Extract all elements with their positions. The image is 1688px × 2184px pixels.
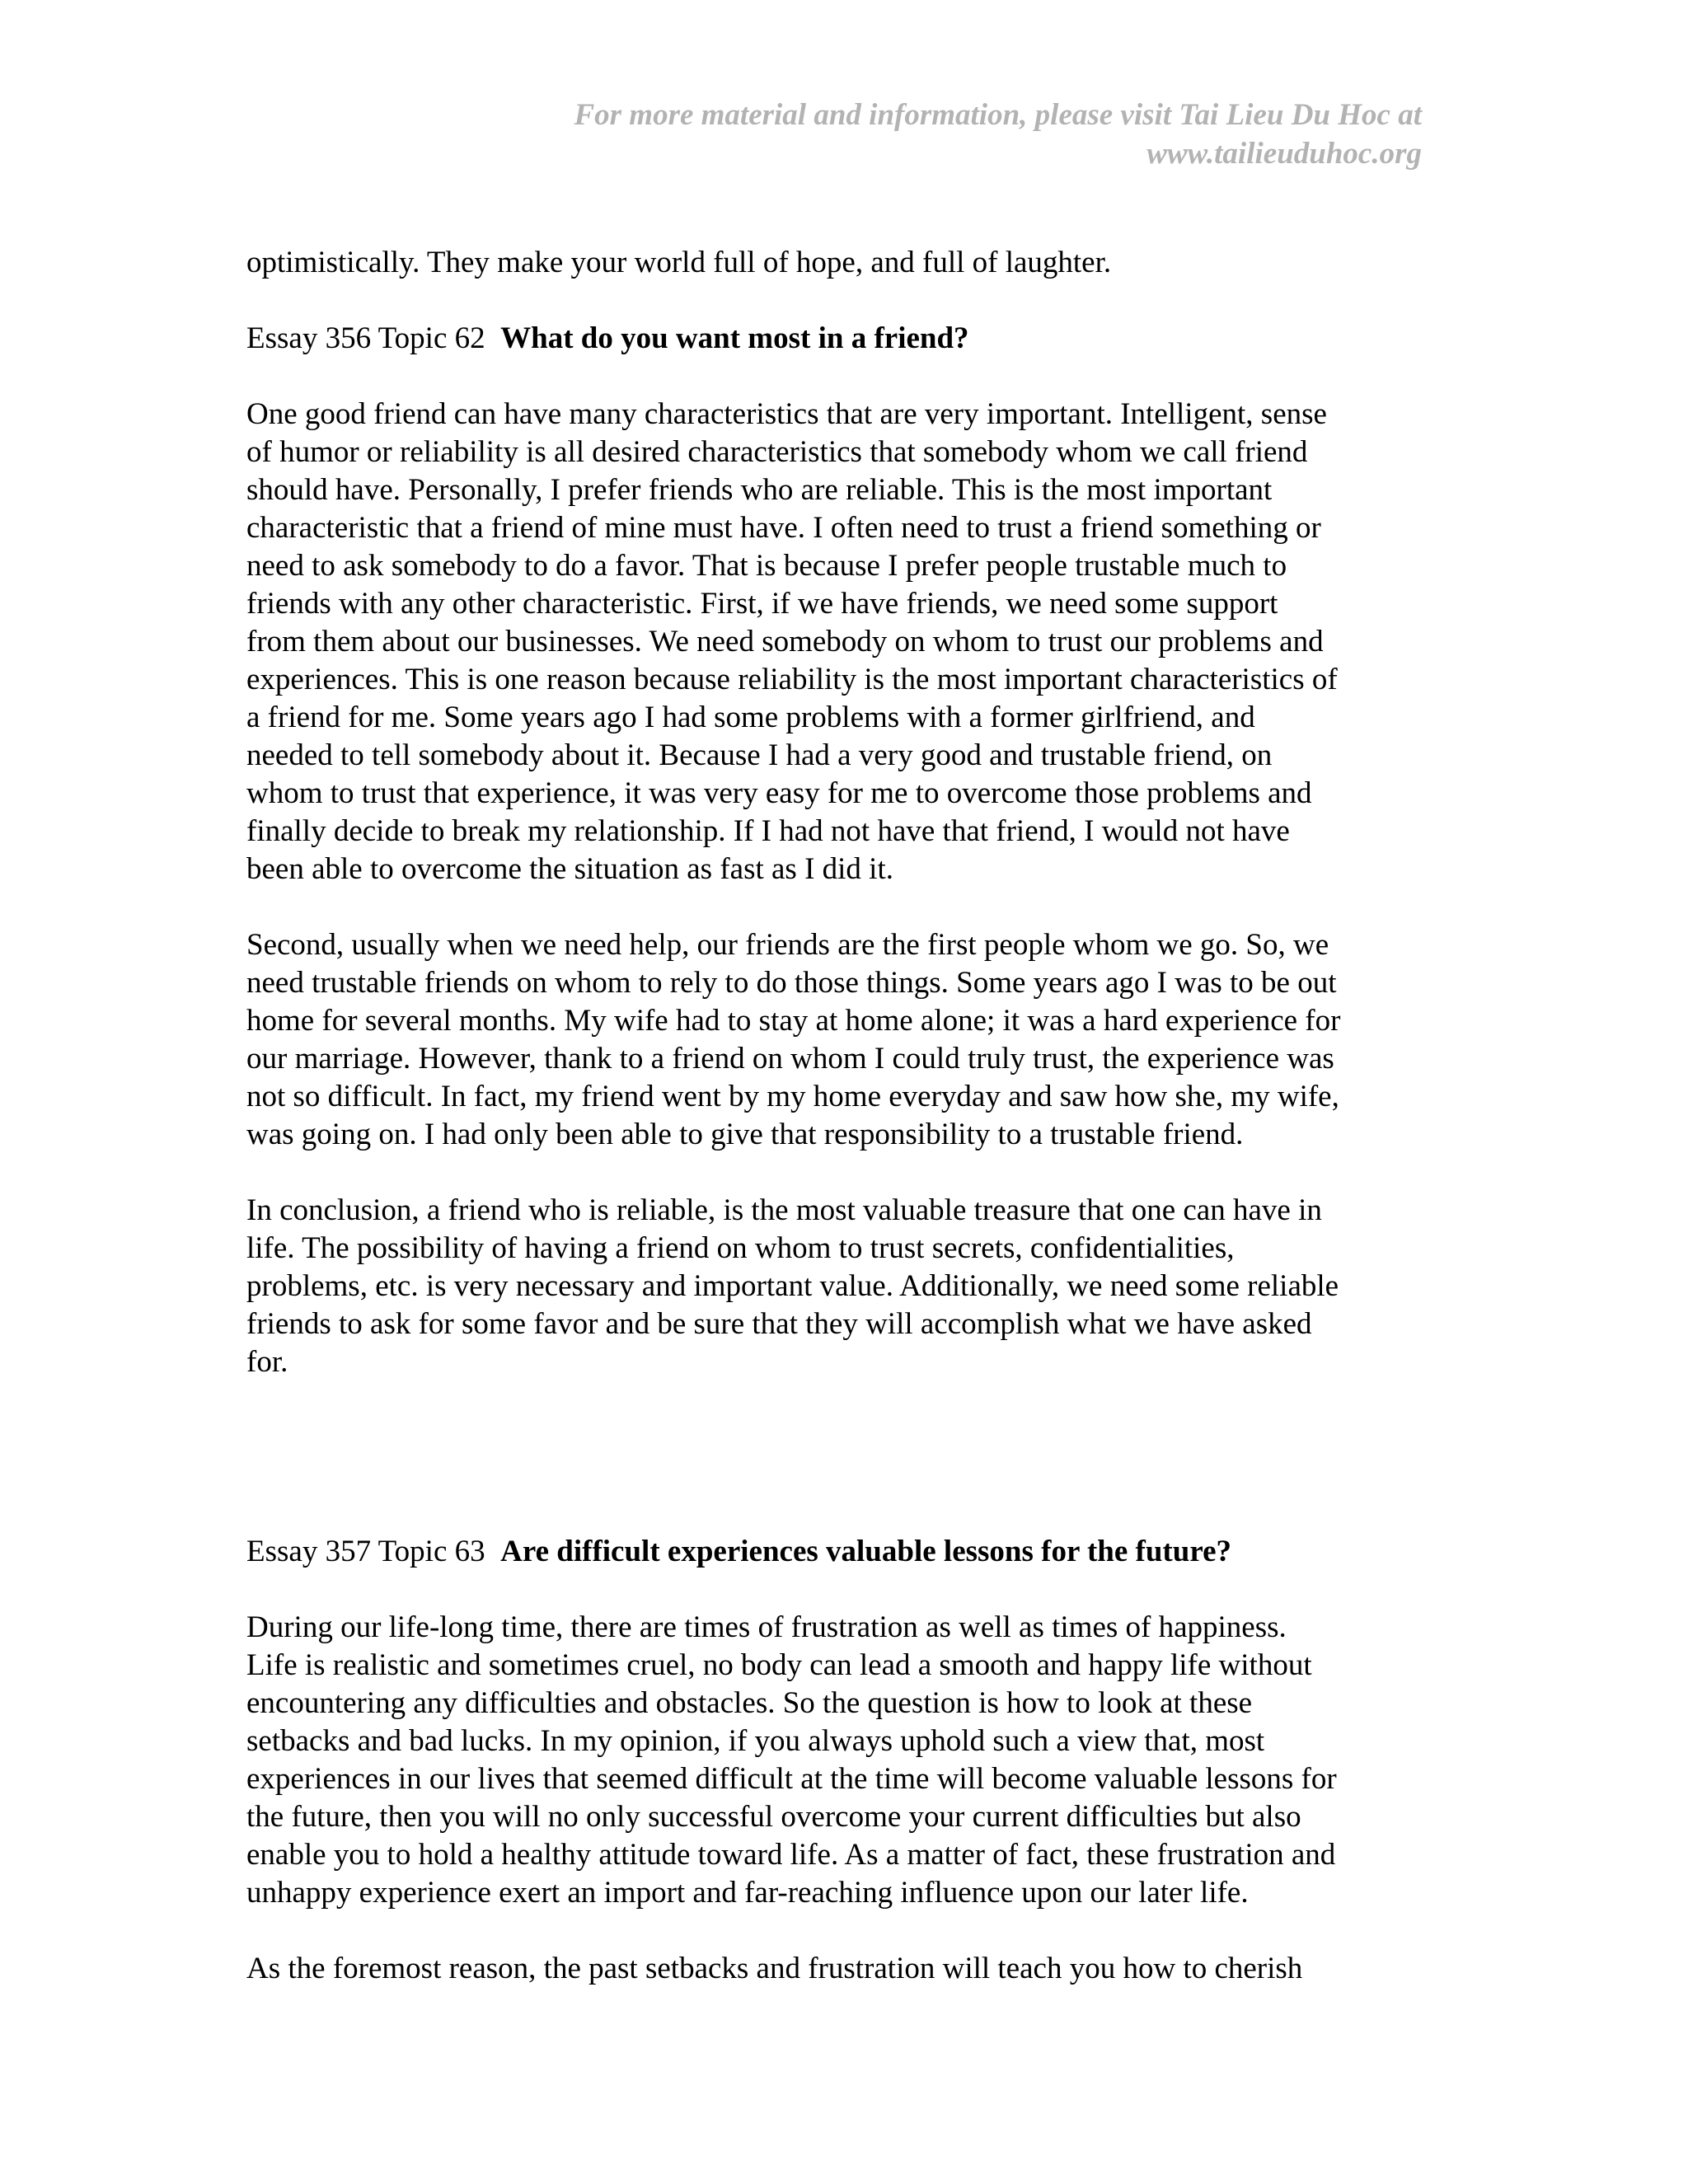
text-line: from them about our businesses. We need somebody on whom to trust our problems and xyxy=(246,625,1324,658)
text-line: friends with any other characteristic. First, if we have friends, we need some support xyxy=(246,587,1278,621)
watermark-line-1: For more material and information, please visit Tai Lieu Du Hoc at xyxy=(574,98,1422,132)
text-line: One good friend can have many characteristics that are very important. Intelligent, sense xyxy=(246,397,1327,431)
text-line: need trustable friends on whom to rely to do those things. Some years ago I was to be out xyxy=(246,966,1337,1000)
text-line: home for several months. My wife had to stay at home alone; it was a hard experience for xyxy=(246,1004,1341,1038)
text-line: whom to trust that experience, it was very easy for me to overcome those problems and xyxy=(246,776,1312,810)
text-line: need to ask somebody to do a favor. That is because I prefer people trustable much to xyxy=(246,549,1287,583)
text-line: a friend for me. Some years ago I had some problems with a former girlfriend, and xyxy=(246,701,1255,734)
text-line: As the foremost reason, the past setbacks and frustration will teach you how to cherish xyxy=(246,1952,1303,1985)
text-line: encountering any difficulties and obstacles. So the question is how to look at these xyxy=(246,1686,1253,1720)
text-line: was going on. I had only been able to give that responsibility to a trustable friend. xyxy=(246,1118,1244,1151)
text-line: Second, usually when we need help, our friends are the first people whom we go. So, we xyxy=(246,928,1329,962)
essay-356-label: Essay 356 Topic 62 xyxy=(246,321,485,355)
text-line: enable you to hold a healthy attitude toward life. As a matter of fact, these frustration and xyxy=(246,1838,1336,1872)
text-line: setbacks and bad lucks. In my opinion, if you always uphold such a view that, most xyxy=(246,1724,1265,1758)
text-line: characteristic that a friend of mine must have. I often need to trust a friend something or xyxy=(246,511,1321,545)
watermark-url: www.tailieuduhoc.org xyxy=(1146,137,1422,171)
text-line: friends to ask for some favor and be sure that they will accomplish what we have asked xyxy=(246,1307,1312,1341)
text-line: experiences in our lives that seemed difficult at the time will become valuable lessons for xyxy=(246,1762,1337,1796)
essay-357-heading xyxy=(246,1533,1442,1571)
text-line: life. The possibility of having a friend on whom to trust secrets, confidentialities, xyxy=(246,1231,1235,1265)
text-line: should have. Personally, I prefer friends who are reliable. This is the most important xyxy=(246,473,1273,507)
text-line: our marriage. However, thank to a friend on whom I could truly trust, the experience was xyxy=(246,1042,1334,1076)
text-line: not so difficult. In fact, my friend went by my home everyday and saw how she, my wife, xyxy=(246,1080,1339,1113)
text-line: During our life-long time, there are times of frustration as well as times of happiness. xyxy=(246,1610,1287,1644)
watermark-header xyxy=(433,96,1422,173)
essay-356-paragraph-1 xyxy=(246,396,1442,888)
text-line: experiences. This is one reason because reliability is the most important characteristics of xyxy=(246,663,1338,696)
essay-356-heading xyxy=(246,320,1442,358)
text-line: of humor or reliability is all desired characteristics that somebody whom we call friend xyxy=(246,435,1308,469)
text-line: for. xyxy=(246,1345,288,1379)
text-line: In conclusion, a friend who is reliable, is the most valuable treasure that one can have in xyxy=(246,1193,1322,1227)
text-line: the future, then you will no only successful overcome your current difficulties but also xyxy=(246,1800,1301,1834)
text-line: finally decide to break my relationship. If I had not have that friend, I would not have xyxy=(246,814,1290,848)
essay-357-paragraph-2 xyxy=(246,1950,1442,1988)
essay-356-paragraph-3 xyxy=(246,1192,1442,1381)
text-line: Life is realistic and sometimes cruel, no body can lead a smooth and happy life without xyxy=(246,1648,1312,1682)
document-body xyxy=(246,244,1442,1988)
text-line: been able to overcome the situation as fast as I did it. xyxy=(246,852,893,886)
text-line: needed to tell somebody about it. Because I had a very good and trustable friend, on xyxy=(246,738,1273,772)
essay-356-paragraph-2 xyxy=(246,926,1442,1154)
essay-357-title: Are difficult experiences valuable lessons for the future? xyxy=(500,1535,1232,1568)
text-line: unhappy experience exert an import and far-reaching influence upon our later life. xyxy=(246,1876,1249,1910)
essay-357-label: Essay 357 Topic 63 xyxy=(246,1535,485,1568)
essay-356-title: What do you want most in a friend? xyxy=(500,321,969,355)
text-line: problems, etc. is very necessary and important value. Additionally, we need some reliable xyxy=(246,1269,1339,1303)
continuation-line: optimistically. They make your world full of hope, and full of laughter. xyxy=(246,246,1112,279)
essay-357-paragraph-1 xyxy=(246,1609,1442,1912)
